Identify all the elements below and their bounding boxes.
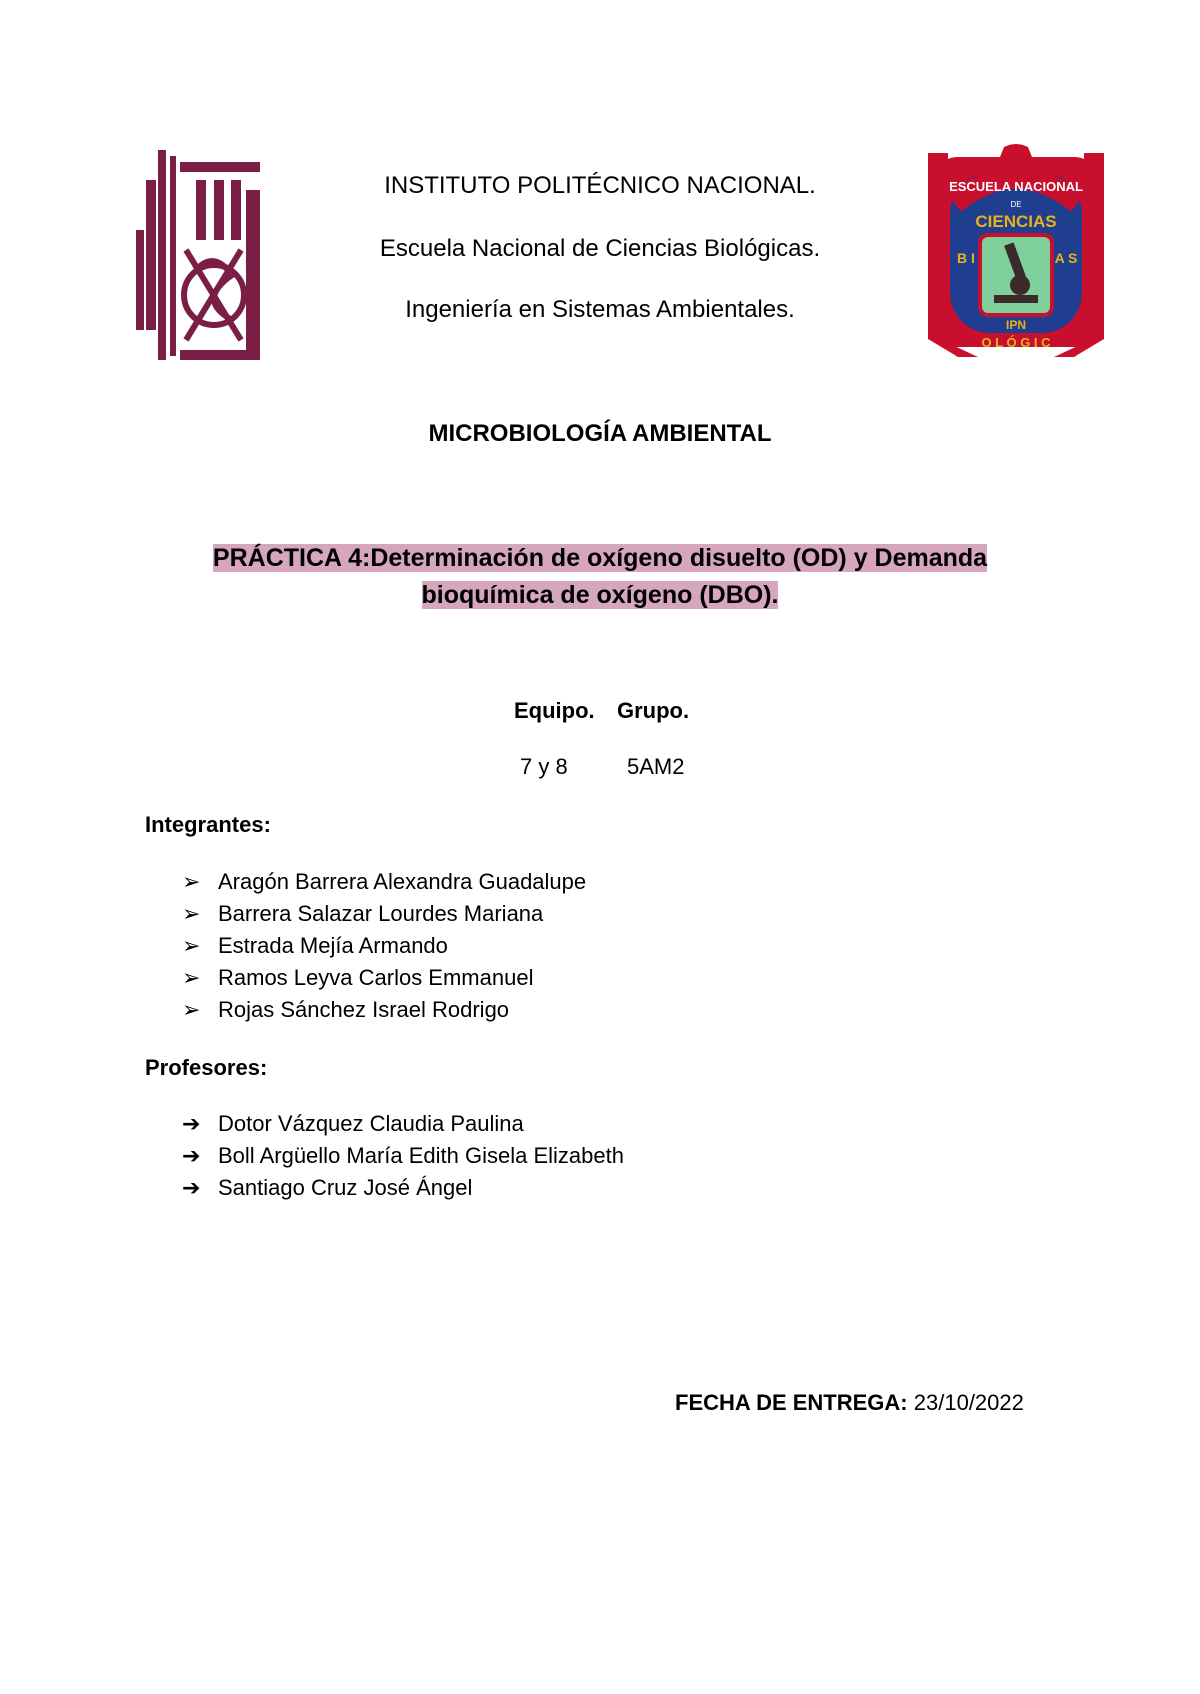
- delivery-date-label: FECHA DE ENTREGA:: [675, 1390, 908, 1415]
- list-item: ➢ Rojas Sánchez Israel Rodrigo: [182, 994, 586, 1026]
- delivery-date: [675, 1390, 1024, 1416]
- grupo-label: Grupo.: [617, 698, 690, 723]
- delivery-date-value: 23/10/2022: [913, 1390, 1024, 1415]
- encb-crest-text-top: ESCUELA NACIONAL: [949, 179, 1083, 194]
- arrowhead-bullet-icon: ➢: [182, 933, 201, 958]
- practice-title: [140, 540, 1060, 614]
- encb-crest-text-bottom: O L Ó G I C: [981, 335, 1051, 350]
- list-item: ➔ Santiago Cruz José Ángel: [182, 1172, 624, 1204]
- encb-crest-text-side-right: A S: [1054, 250, 1078, 266]
- school-name: Escuela Nacional de Ciencias Biológicas.: [379, 235, 821, 262]
- grupo-value: 5AM2: [627, 754, 685, 779]
- program-name: Ingeniería en Sistemas Ambientales.: [405, 296, 795, 323]
- arrow-bullet-icon: ➔: [182, 1175, 201, 1200]
- encb-crest-text-side-left: B I: [957, 250, 975, 266]
- list-item: ➔ Boll Argüello María Edith Gisela Elizabeth: [182, 1140, 624, 1172]
- list-item: ➔ Dotor Vázquez Claudia Paulina: [182, 1108, 624, 1140]
- integrantes-label: Integrantes:: [145, 812, 271, 837]
- encb-crest-icon: [924, 143, 1108, 365]
- encb-crest-text-band: CIENCIAS: [975, 212, 1057, 231]
- integrantes-list: [182, 866, 586, 1026]
- arrowhead-bullet-icon: ➢: [182, 901, 201, 926]
- practice-title-line1: PRÁCTICA 4:Determinación de oxígeno disuelto (OD) y Demanda: [212, 544, 988, 572]
- arrowhead-bullet-icon: ➢: [182, 869, 201, 894]
- equipo-value: 7 y 8: [520, 754, 568, 779]
- arrow-bullet-icon: ➔: [182, 1111, 201, 1136]
- arrow-bullet-icon: ➔: [182, 1143, 201, 1168]
- encb-crest-text-de: DE: [1010, 200, 1022, 209]
- list-item: ➢ Estrada Mejía Armando: [182, 930, 586, 962]
- list-item: ➢ Barrera Salazar Lourdes Mariana: [182, 898, 586, 930]
- profesores-list: [182, 1108, 624, 1204]
- institution-name: INSTITUTO POLITÉCNICO NACIONAL.: [384, 172, 816, 199]
- equipo-label: Equipo.: [514, 698, 595, 723]
- subject-title: MICROBIOLOGÍA AMBIENTAL: [428, 420, 772, 447]
- profesores-label: Profesores:: [145, 1055, 268, 1080]
- practice-title-line2: bioquímica de oxígeno (DBO).: [421, 581, 779, 609]
- arrowhead-bullet-icon: ➢: [182, 997, 201, 1022]
- list-item: ➢ Aragón Barrera Alexandra Guadalupe: [182, 866, 586, 898]
- arrowhead-bullet-icon: ➢: [182, 965, 201, 990]
- ipn-logo-icon: [136, 150, 266, 372]
- encb-crest-text-ipn: IPN: [1005, 318, 1027, 332]
- list-item: ➢ Ramos Leyva Carlos Emmanuel: [182, 962, 586, 994]
